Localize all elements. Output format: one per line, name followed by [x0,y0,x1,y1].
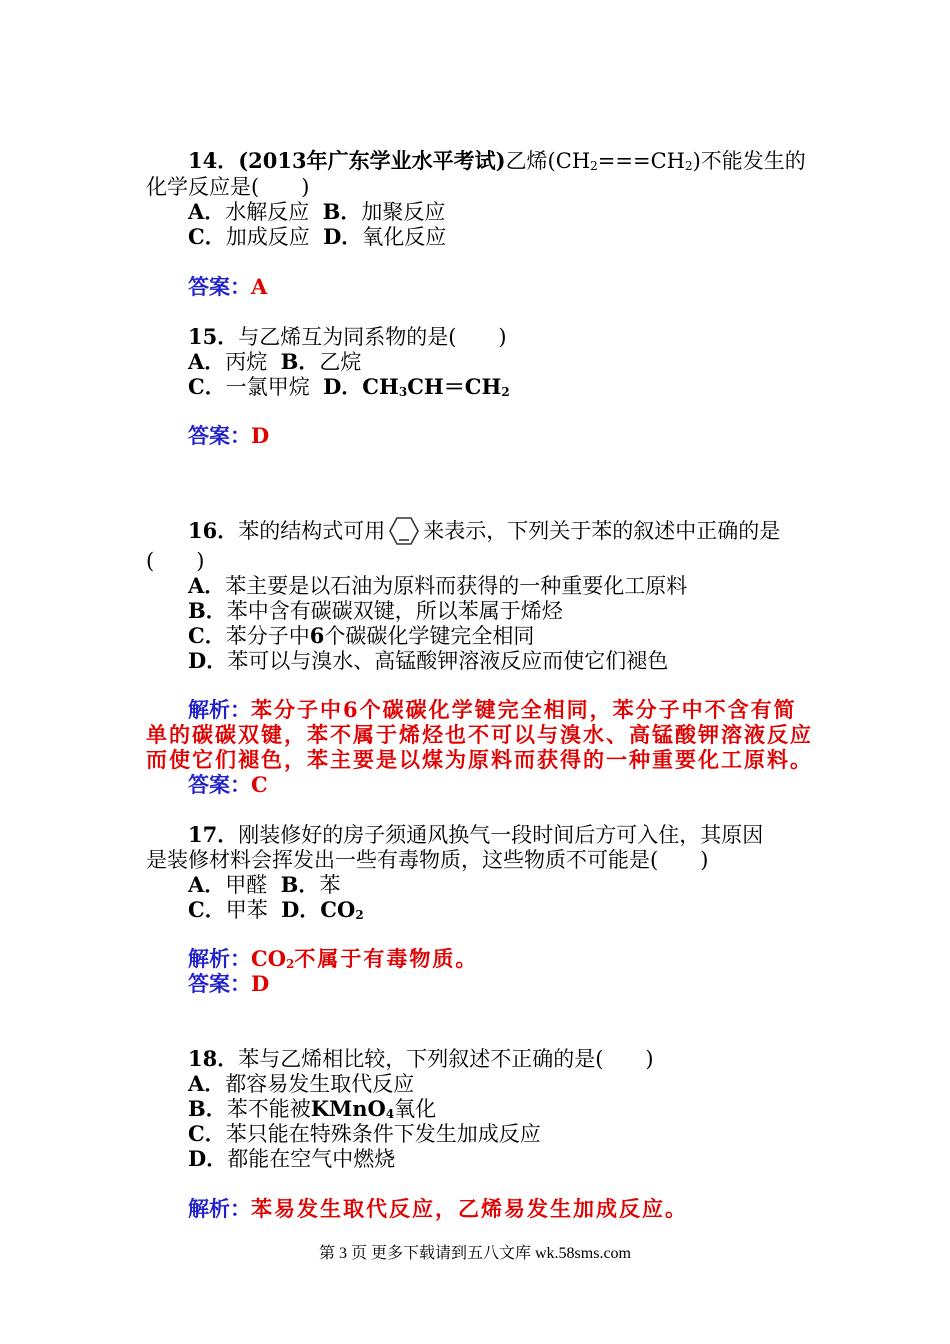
q17-number: 17． [188,822,239,847]
q16-number: 16． [188,518,239,543]
q18-stem: 18．苯与乙烯相比较，下列叙述不正确的是( ) [188,1046,654,1071]
q16-stem-line2: ( ) [146,549,205,573]
q16-option-a: A．苯主要是以石油为原料而获得的一种重要化工原料 [188,573,688,598]
answer-value: C [251,772,268,797]
q14-number: 14． [188,148,239,173]
benzene-structure-icon [387,514,421,548]
q18-option-c: C．苯只能在特殊条件下发生加成反应 [188,1121,541,1146]
page-footer: 第 3 页 更多下载请到五八文库 wk.58sms.com [318,1245,631,1262]
q16-option-c: C．苯分子中6个碳碳化学键完全相同 [188,623,535,648]
q16-answer [188,772,858,798]
q18-number: 18． [188,1046,239,1071]
answer-label: 答案： [188,772,251,797]
q14-options-ab: A．水解反应 B．加聚反应 [188,199,446,224]
q18-explanation: 解析：苯易发生取代反应，乙烯易发生加成反应。 [188,1196,688,1221]
q17-options-ab: A．甲醛 B．苯 [188,872,341,897]
q16-explanation-line1: 解析：苯分子中6个碳碳化学键完全相同，苯分子中不含有简 [188,697,797,722]
q14-stem-line2: 化学反应是( ) [146,175,310,199]
explanation-label: 解析： [188,946,251,971]
q17-stem: 17．刚装修好的房子须通风换气一段时间后方可入住，其原因 [188,822,764,847]
q15-answer [188,423,858,449]
answer-value: D [251,971,270,996]
q16-explanation-line2: 单的碳碳双键，苯不属于烯烃也不可以与溴水、高锰酸钾溶液反应 [146,722,813,747]
answer-label: 答案： [188,971,251,996]
q14-options-cd: C．加成反应 D．氧化反应 [188,224,447,249]
q16-option-d: D．苯可以与溴水、高锰酸钾溶液反应而使它们褪色 [188,648,669,673]
q15-options-ab: A．丙烷 B．乙烷 [188,349,362,374]
q14-source: (2013年广东学业水平考试) [238,148,506,173]
q17-answer [188,971,858,997]
answer-label: 答案： [188,423,251,448]
answer-value: A [251,274,268,299]
q15-number: 15． [188,324,239,349]
q14-answer [188,274,858,300]
q15-options-cd: C．一氯甲烷 D．$CH_3CH=CH_2$ [188,374,510,399]
q17-options-cd: C．甲苯 D．$CO_2$ [188,897,364,922]
q16-option-b: B．苯中含有碳碳双键，所以苯属于烯烃 [188,598,563,623]
q18-option-a: A．都容易发生取代反应 [188,1071,415,1096]
q14-stem: 14．(2013年广东学业水平考试)乙烯$(CH_2===CH_2)$不能发生的 [188,148,806,173]
q17-stem-line2: 是装修材料会挥发出一些有毒物质，这些物质不可能是( ) [146,848,709,872]
q16-stem: 16．苯的结构式可用 来表示，下列关于苯的叙述中正确的是 [188,514,858,548]
q18-option-d: D．都能在空气中燃烧 [188,1146,396,1171]
q16-explanation-line3: 而使它们褪色，苯主要是以煤为原料而获得的一种重要化工原料。 [146,747,813,772]
q15-stem: 15．与乙烯互为同系物的是( ) [188,324,507,349]
answer-label: 答案： [188,274,251,299]
explanation-label: 解析： [188,697,251,722]
q18-option-b: B．苯不能被KMnO$_4$氧化 [188,1096,437,1121]
answer-value: D [251,423,270,448]
explanation-label: 解析： [188,1196,251,1221]
q17-explanation: 解析：$CO_2$不属于有毒物质。 [188,946,479,971]
